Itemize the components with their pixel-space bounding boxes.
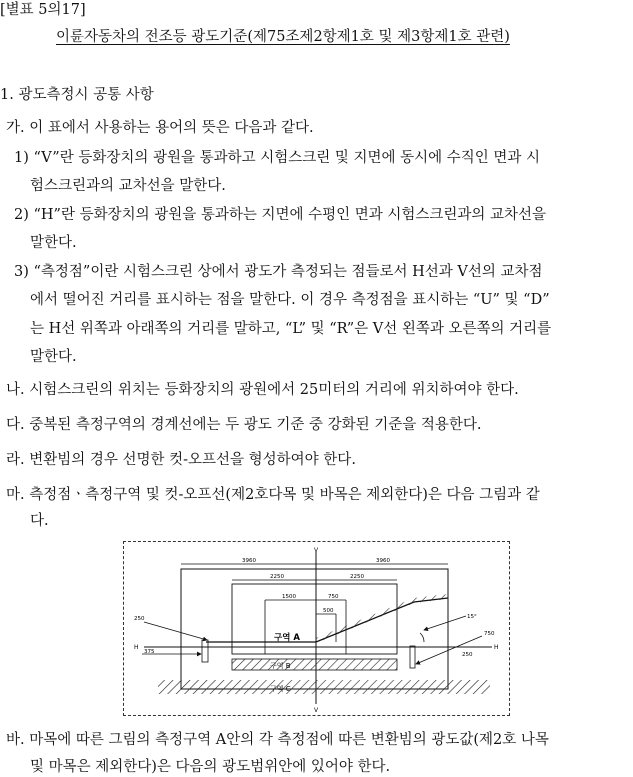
- dim-500: 500: [323, 608, 334, 614]
- sub-item-3-line-1: 3) “측정점”이란 시험스크린 상에서 광도가 측정되는 점들로서 H선과 V선의 교차점: [14, 264, 543, 280]
- dim-2250-right: 2250: [350, 574, 364, 580]
- section-heading: 1. 광도측정시 공통 사항: [0, 87, 154, 103]
- dim-750: 750: [328, 594, 339, 600]
- measurement-zone-diagram: [123, 541, 510, 716]
- zone-b-label: 구역 B: [270, 662, 291, 670]
- title-main: 이륜자동차의 전조등 광도기준: [56, 29, 248, 45]
- zone-c-label: 구역 C: [270, 685, 291, 693]
- zone-c-band: [158, 680, 490, 694]
- item-da: 다. 중복된 측정구역의 경계선에는 두 광도 기준 중 강화된 기준을 적용한다.: [6, 417, 482, 433]
- outer-zone-frame: [181, 569, 448, 689]
- annex-label: [별표 5의17]: [0, 2, 86, 18]
- v-axis-label-top: V: [314, 547, 319, 554]
- zone-a-label: 구역 A: [274, 633, 300, 643]
- dim-3960-right: 3960: [376, 558, 390, 564]
- sub-item-1-line-2: 험스크린과의 교차선을 말한다.: [30, 178, 226, 194]
- dim-2250-left: 2250: [270, 574, 284, 580]
- dim-375: 375: [144, 649, 155, 655]
- v-axis-label-bottom: V: [314, 707, 319, 714]
- arrow-15deg: [424, 616, 466, 630]
- dim-15deg: 15°: [467, 614, 477, 620]
- h-axis-label-left: H: [134, 644, 139, 651]
- sub-item-1-line-1: 1) “V”란 등화장치의 광원을 통과하고 시험스크린 및 지면에 동시에 수직인 면과 시: [14, 150, 541, 166]
- item-na: 나. 시험스크린의 위치는 등화장치의 광원에서 25미터의 거리에 위치하여야 한다.: [6, 382, 519, 398]
- arrow-250-left: [144, 622, 207, 640]
- point-right-marker: [410, 646, 415, 668]
- document-title: [56, 27, 510, 47]
- arrow-750-right: [416, 636, 482, 664]
- h-axis-label-right: H: [494, 644, 499, 651]
- title-suffix: (제75조제2항제1호 및 제3항제1호 관련): [247, 29, 510, 45]
- item-ra: 라. 변환빔의 경우 선명한 컷-오프선을 형성하여야 한다.: [6, 452, 356, 468]
- point-left-marker: [202, 640, 208, 662]
- item-ba-line-2: 및 마목은 제외한다)은 다음의 광도범위안에 있어야 한다.: [30, 759, 391, 775]
- dim-750-right: 750: [484, 631, 495, 637]
- dim-1500: 1500: [282, 594, 296, 600]
- dim-250-right: 250: [462, 652, 473, 658]
- item-ga: 가. 이 표에서 사용하는 용어의 뜻은 다음과 같다.: [6, 120, 314, 136]
- zone-b-band: [232, 659, 397, 670]
- sub-item-3-line-4: 말한다.: [30, 349, 77, 365]
- sub-item-2-line-1: 2) “H”란 등화장치의 광원을 통과하는 지면에 수평인 면과 시험스크린과의 교차선을: [14, 207, 547, 223]
- sub-item-3-line-3: 는 H선 위쪽과 아래쪽의 거리를 말하고, “L” 및 “R”은 V선 왼쪽과 오른쪽의 거리를: [30, 321, 552, 337]
- dim-250-left: 250: [134, 616, 145, 622]
- sub-item-2-line-2: 말한다.: [30, 235, 77, 251]
- diagram-svg: [124, 542, 509, 715]
- item-ma-line-1: 마. 측정점ㆍ측정구역 및 컷-오프선(제2호다목 및 바목은 제외한다)은 다음 그림과 같: [6, 487, 540, 503]
- dim-3960-left: 3960: [242, 558, 256, 564]
- item-ma-line-2: 다.: [30, 513, 49, 529]
- sub-item-3-line-2: 에서 떨어진 거리를 표시하는 점을 말한다. 이 경우 측정점을 표시하는 “U” 및 “D”: [30, 292, 550, 308]
- angle-arc: [420, 633, 424, 642]
- item-ba-line-1: 바. 마목에 따른 그림의 측정구역 A안의 각 측정점에 따른 변환빔의 광도값(제2호 나목: [6, 732, 549, 748]
